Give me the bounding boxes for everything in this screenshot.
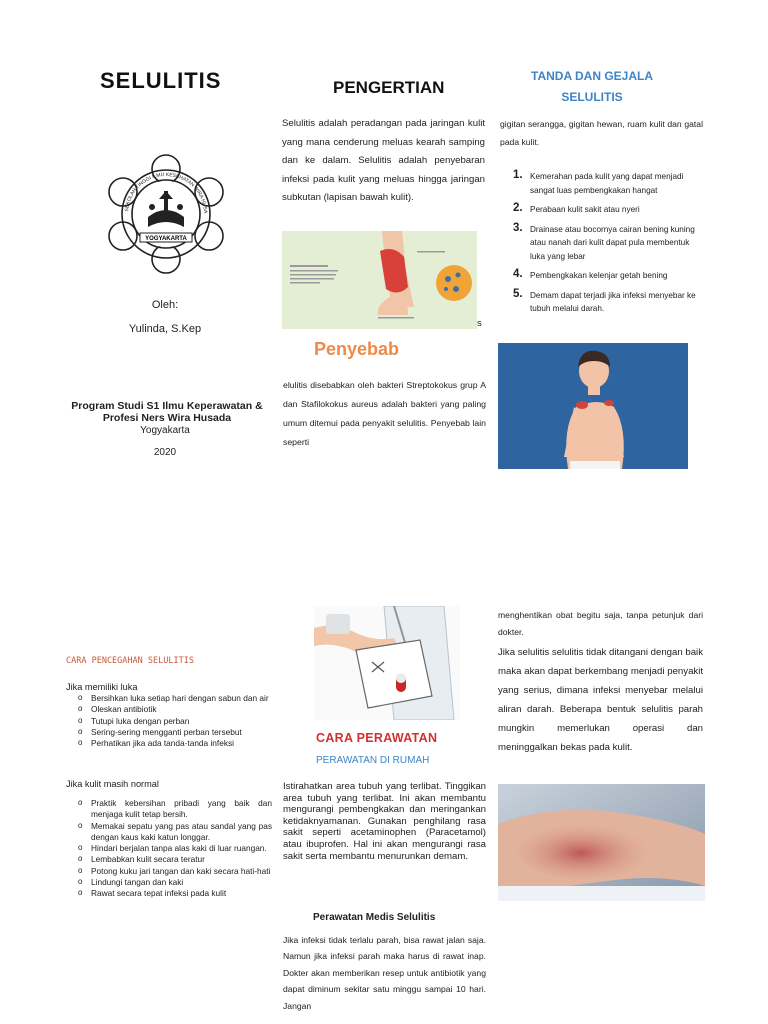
symptom-list: [513, 170, 705, 322]
normal-skin-list: [78, 798, 272, 900]
list-item: o Lembabkan kulit secara teratur: [78, 854, 272, 865]
list-item: o Perhatikan jika ada tanda-tanda infeksi: [78, 738, 272, 749]
brochure-title: SELULITIS: [100, 68, 222, 93]
trailing-letter: s: [477, 318, 482, 329]
normal-skin-subheading: Jika kulit masih normal: [66, 779, 159, 789]
tanda-heading: [512, 66, 672, 108]
list-item: o Hindari berjalan tanpa alas kaki di luar ruangan.: [78, 843, 272, 854]
year: 2020: [153, 447, 177, 458]
wound-subheading: Jika memiliki luka: [66, 682, 138, 692]
list-number: 1.: [513, 169, 523, 181]
list-text: Pembengkakan kelenjar getah bening: [530, 271, 668, 280]
list-text: Drainase atau bocornya cairan bening kuning atau nanah dari kulit dapat pula membentuk luka yang lebar: [530, 224, 695, 261]
doctor-prescription-illustration: [314, 606, 460, 720]
list-item: o Memakai sepatu yang pas atau sandal yang pas dengan kaus kaki katun longgar.: [78, 821, 272, 844]
wound-care-list: [78, 693, 272, 749]
list-item: o Praktik kebersihan pribadi yang baik dan menjaga kulit tetap bersih.: [78, 798, 272, 821]
complication-paragraph: Jika selulitis selulitis tidak ditangani dengan baik maka akan dapat berkembang menjadi penyakit yang serius, dimana infeksi menyebar melalui aliran darah. Beberapa bentuk selulitis parah mungkin memerlukan operasi dan meninggalkan bekas pada kulit.: [498, 647, 703, 753]
list-item: o Potong kuku jari tangan dan kaki secara hati-hati: [78, 866, 272, 877]
list-item: [513, 223, 705, 264]
list-item: [513, 170, 705, 197]
cellulitis-leg-infographic: [282, 231, 477, 329]
pencegahan-heading: CARA PENCEGAHAN SELULITIS: [66, 656, 194, 666]
list-number: 3.: [513, 221, 523, 234]
tanda-heading-line1: TANDA DAN GEJALA: [531, 69, 653, 83]
tanda-intro: gigitan serangga, gigitan hewan, ruam kulit dan gatal pada kulit.: [500, 119, 703, 147]
study-program: Program Studi S1 Ilmu Keperawatan & Profesi Ners Wira Husada: [71, 400, 263, 424]
list-text: Perabaan kulit sakit atau nyeri: [530, 205, 640, 214]
list-item: o Oleskan antibiotik: [78, 704, 272, 715]
penyebab-body: elulitis disebabkan oleh bakteri Streptokokus grup A dan Stafilokokus aureus adalah bakteri yang paling umum ditemui pada penyakit selulitis. Penyebab lain seperti: [283, 380, 486, 447]
list-item: o Lindungi tangan dan kaki: [78, 877, 272, 888]
pengertian-heading: PENGERTIAN: [333, 78, 445, 97]
list-number: 5.: [513, 287, 523, 300]
list-item: o Tutupi luka dengan perban: [78, 716, 272, 727]
svg-text:SEKOLAH TINGGI ILMU KESEHATAN: SEKOLAH TINGGI ILMU KESEHATAN WIRA HUSA: [124, 171, 209, 214]
city: Yogyakarta: [140, 425, 190, 436]
institution-logo: [96, 147, 236, 282]
list-number: 2.: [513, 202, 523, 214]
medical-care-heading: Perawatan Medis Selulitis: [313, 912, 436, 923]
list-number: 4.: [513, 268, 523, 280]
cellulitis-arm-photo: [498, 784, 705, 901]
list-item: o Rawat secara tepat infeksi pada kulit: [78, 888, 272, 899]
author-label: Oleh:: [151, 299, 179, 311]
medical-care-body: Jika infeksi tidak terlalu parah, bisa rawat jalan saja. Namun jika infeksi parah maka harus di rawat inap. Dokter akan memberikan resep untuk antibiotik yang dapat diminum sekitar satu minggu sampai 10 hari. Jangan: [283, 935, 486, 1011]
tanda-heading-line2: SELULITIS: [561, 90, 623, 104]
home-care-heading: PERAWATAN DI RUMAH: [316, 755, 430, 766]
pengertian-body: Selulitis adalah peradangan pada jaringan kulit yang mana cenderung meluas kearah samping dan ke dalam. Selulitis adalah penyebaran infeksi pada kulit yang meluas hingga jaringan subkutan (lapisan bawah kulit).: [282, 118, 485, 203]
list-item: [513, 289, 705, 316]
list-item: [513, 269, 705, 283]
list-text: Demam dapat terjadi jika infeksi menyebar ke tubuh melalui darah.: [530, 290, 696, 313]
list-item: [513, 203, 705, 217]
list-item: o Bersihkan luka setiap hari dengan sabun dan air: [78, 693, 272, 704]
perawatan-heading: CARA PERAWATAN: [316, 731, 438, 745]
boy-illustration: [498, 343, 688, 469]
svg-text:YOGYAKARTA: YOGYAKARTA: [145, 236, 187, 242]
home-care-body: Istirahatkan area tubuh yang terlibat. Tinggikan area tubuh yang terlibat. Ini akan membantu mengurangi pembengkakan dan meringankan ketidaknyamanan. Gunakan penghilang rasa sakit seperti acetaminophen (Paracetamol) atau ibuprofen. Hal ini akan mengurangi rasa sakit serta membantu menurunkan demam.: [283, 781, 486, 862]
list-item: o Sering-sering mengganti perban tersebut: [78, 727, 272, 738]
author-name: Yulinda, S.Kep: [128, 323, 202, 335]
medical-care-continued: menghentikan obat begitu saja, tanpa petunjuk dari dokter.: [498, 610, 703, 637]
penyebab-heading: Penyebab: [314, 339, 400, 359]
list-text: Kemerahan pada kulit yang dapat menjadi sangat luas pembengkakan hangat: [530, 172, 684, 195]
